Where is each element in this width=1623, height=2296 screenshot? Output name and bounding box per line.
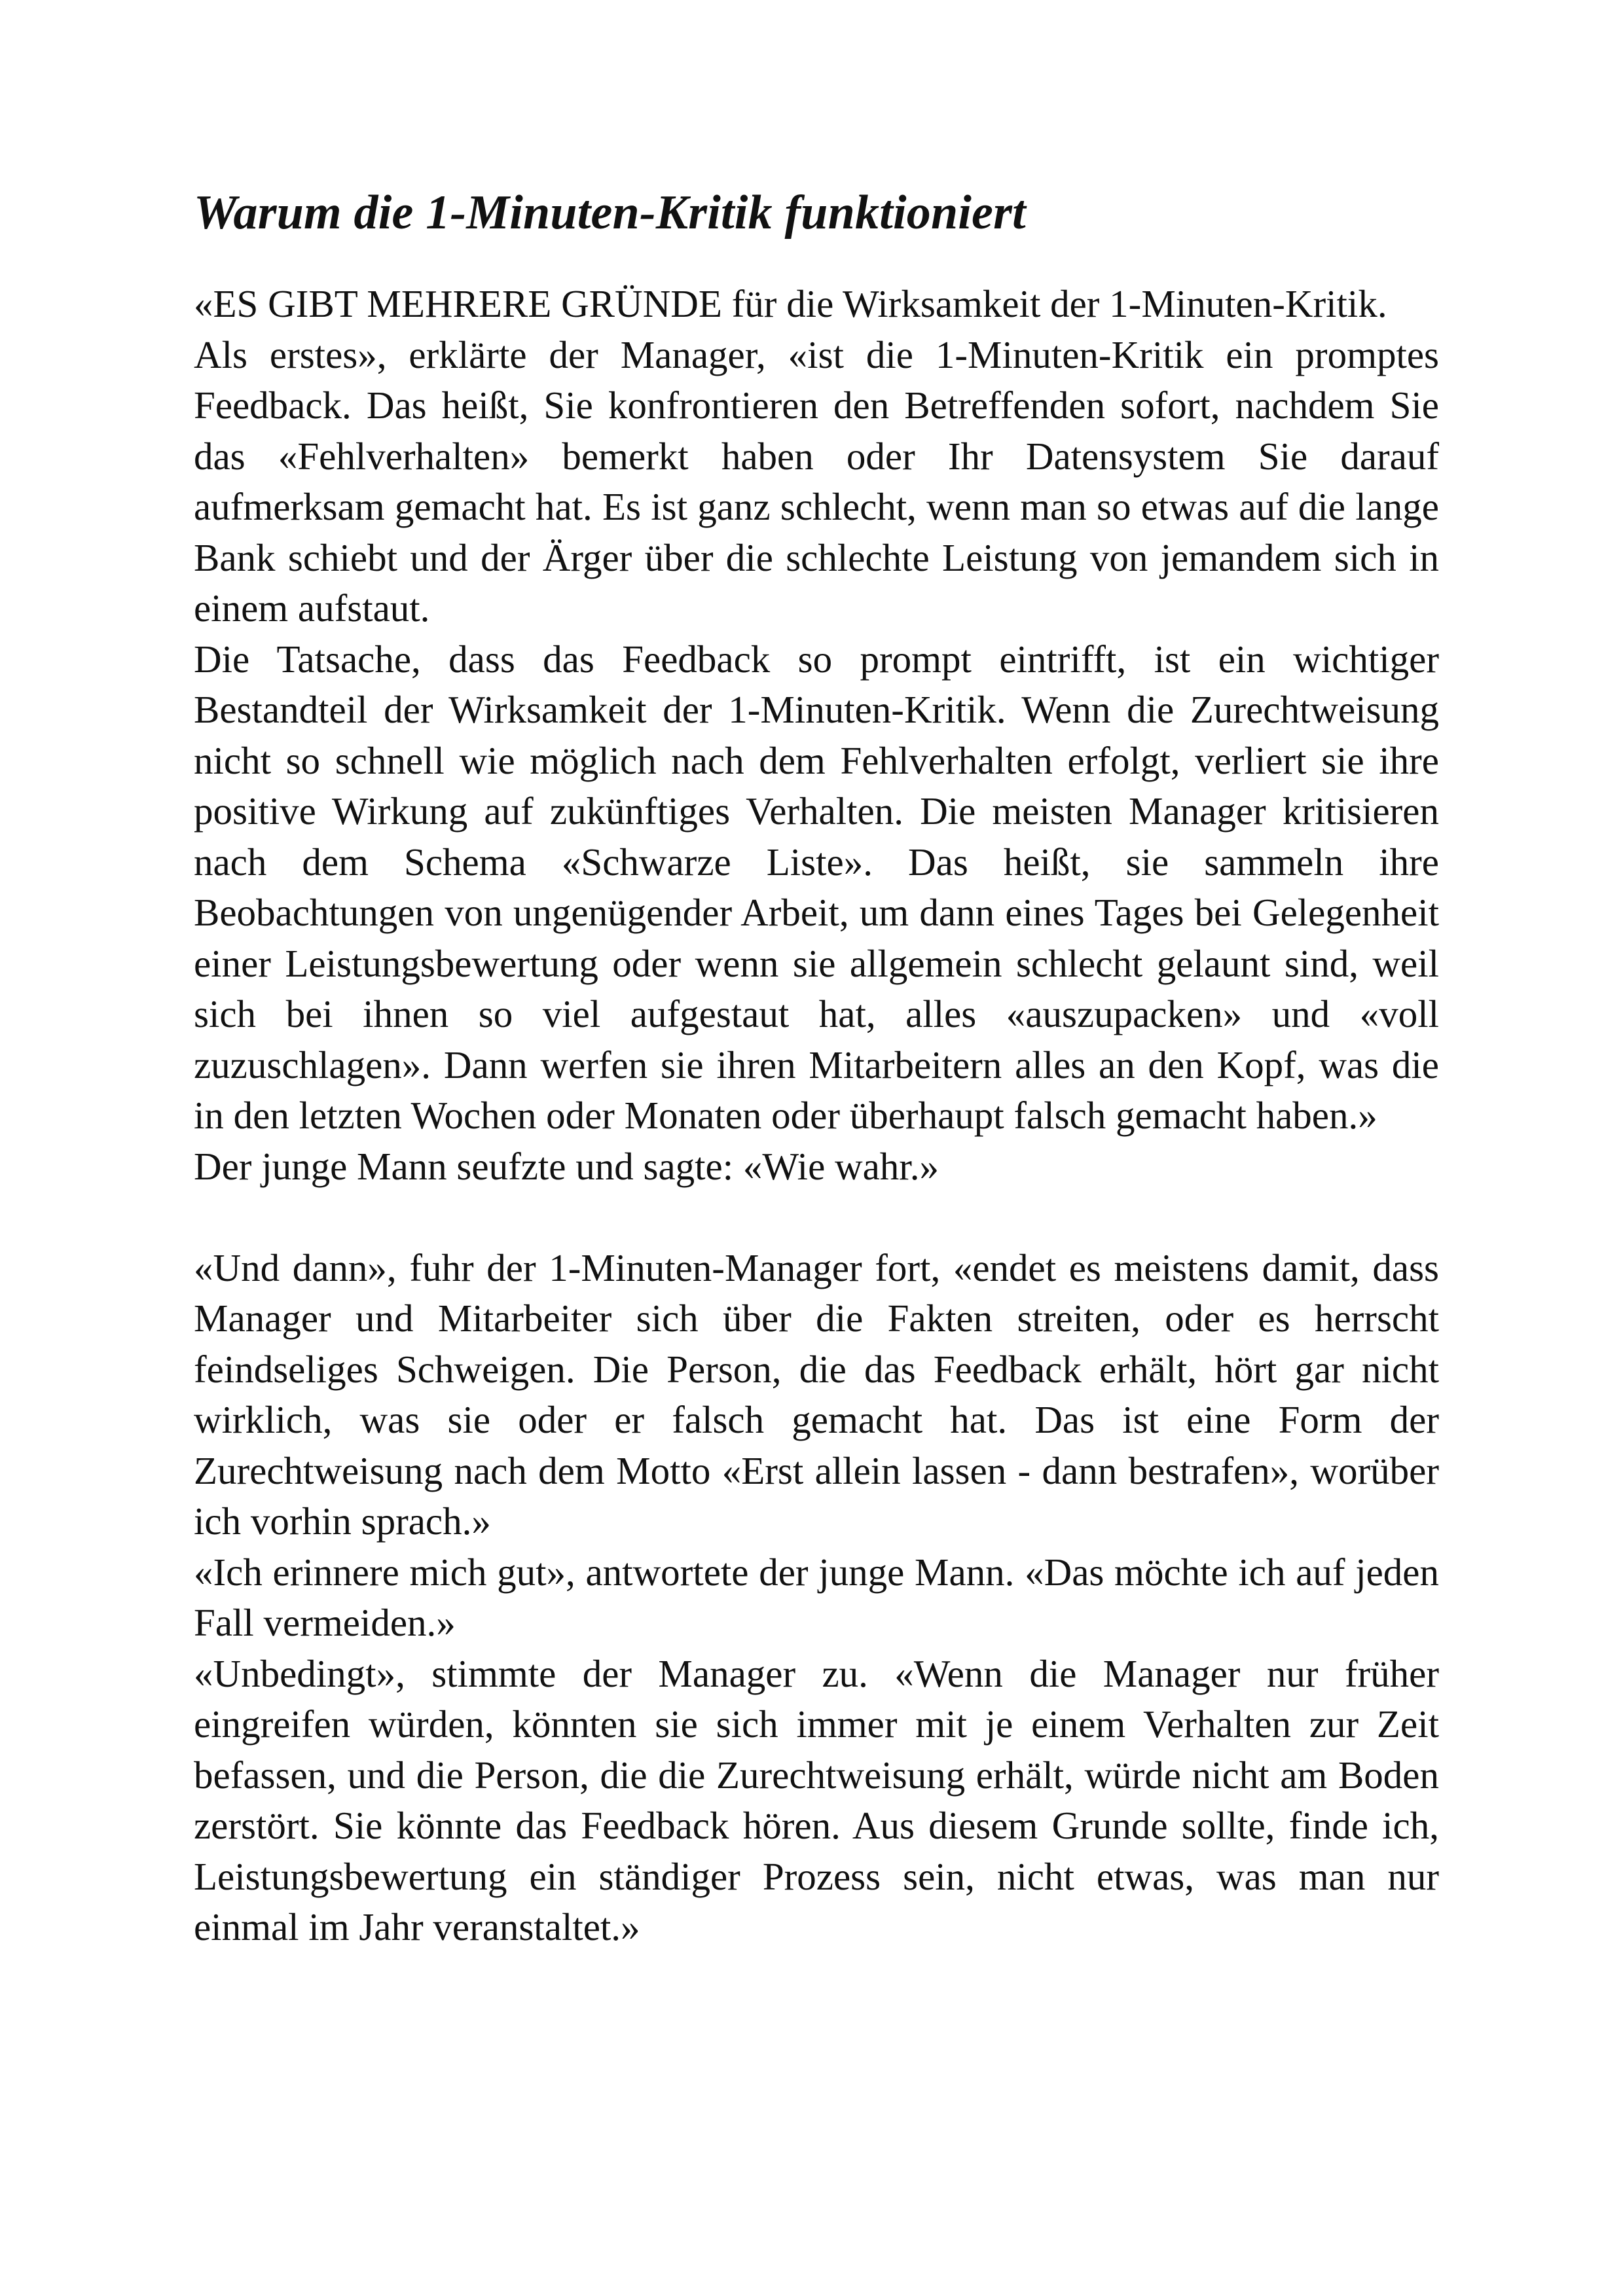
paragraph-intro: «ES GIBT MEHRERE GRÜNDE für die Wirksamkeit der 1-Minuten-Kritik. bbox=[194, 282, 1387, 325]
paragraph-young-man-sigh: Der junge Mann seufzte und sagte: «Wie wahr.» bbox=[194, 1144, 939, 1188]
paragraph-spacer bbox=[194, 1192, 1439, 1243]
paragraph-prompt-feedback: Die Tatsache, dass das Feedback so prompt eintrifft, ist ein wichtiger Bestandteil der Wirksamkeit der 1-Minuten-Kritik. Wenn die Zurechtweisung nicht so schnell wie möglich nach dem Fehlverhalten erfolgt, verliert sie ihre positive Wirkung auf zukünftiges Verhalten. Die meisten Manager kritisieren nach dem Schema «Schwarze Liste». Das heißt, sie sammeln ihre Beobachtungen von ungenügender Arbeit, um dann eines Tages bei Gelegenheit einer Leistungsbewertung oder wenn sie allgemein schlecht gelaunt sind, weil sich bei ihnen so viel aufgestaut hat, alles «auszupacken» und «voll zuzuschlagen». Dann werfen sie ihren Mitarbeitern alles an den Kopf, was die in den letzten Wochen oder Monaten oder überhaupt falsch gemacht haben.» bbox=[194, 637, 1439, 1137]
paragraph-first-reason: Als erstes», erklärte der Manager, «ist die 1-Minuten-Kritik ein promptes Feedback. Das heißt, Sie konfrontieren den Betreffenden sofort, nachdem Sie das «Fehlverhalten» bemerkt haben oder Ihr Datensystem Sie darauf aufmerksam gemacht hat. Es ist ganz schlecht, wenn man so etwas auf die lange Bank schiebt und der Ärger über die schlechte Leistung von jemandem sich in einem aufstaut. bbox=[194, 332, 1439, 630]
paragraph-and-then: «Und dann», fuhr der 1-Minuten-Manager fort, «endet es meistens damit, dass Manager und Mitarbeiter sich über die Fakten streiten, oder es herrscht feindseliges Schweigen. Die Person, die das Feedback erhält, hört gar nicht wirklich, was sie oder er falsch gemacht hat. Das ist eine Form der Zurechtweisung nach dem Motto «Erst allein lassen - dann bestrafen», worüber ich vorhin sprach.» bbox=[194, 1246, 1439, 1543]
page-title: Warum die 1-Minuten-Kritik funktioniert bbox=[194, 186, 1026, 240]
paragraph-remember: «Ich erinnere mich gut», antwortete der junge Mann. «Das möchte ich auf jeden Fall vermeiden.» bbox=[194, 1550, 1439, 1644]
document-page bbox=[194, 183, 1439, 1953]
paragraph-absolutely: «Unbedingt», stimmte der Manager zu. «Wenn die Manager nur früher eingreifen würden, könnten sie sich immer mit je einem Verhalten zur Zeit befassen, und die Person, die die Zurechtweisung erhält, würde nicht am Boden zerstört. Sie könnte das Feedback hören. Aus diesem Grunde sollte, finde ich, Leistungsbewertung ein ständiger Prozess sein, nicht etwas, was man nur einmal im Jahr veranstaltet.» bbox=[194, 1651, 1439, 1948]
